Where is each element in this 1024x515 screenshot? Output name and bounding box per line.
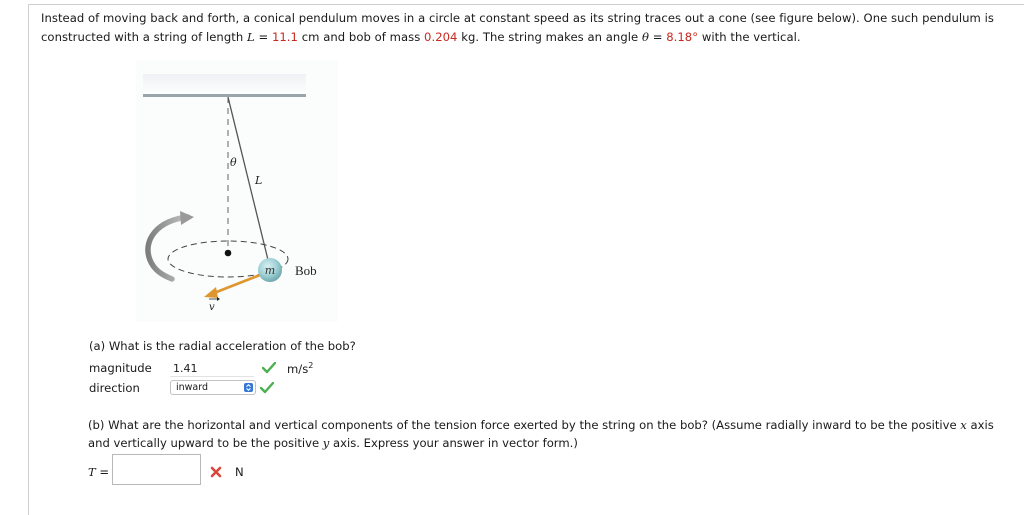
mass-label: m <box>264 264 276 277</box>
tension-answer-field[interactable] <box>112 454 201 485</box>
select-chevron-icon <box>244 383 253 392</box>
length-symbol: L <box>246 30 255 44</box>
part-b-question: (b) What are the horizontal and vertical components of the tension force exerted by the string on the bob? (Assume radially inward to be the positive x axis and vertically upward to be the positive y axis. Express your answer in vector form.) <box>88 418 994 450</box>
problem-statement: Instead of moving back and forth, a conical pendulum moves in a circle at constant speed as its string traces out a cone (see figure below). One such pendulum is constructed with a string of length L = 11.1 cm and bob of mass 0.204 kg. The string makes an angle θ = 8.18° with the vertical. <box>41 11 994 44</box>
direction-label: direction <box>89 381 140 395</box>
tension-label: T = <box>88 465 110 479</box>
ceiling-edge <box>143 94 306 97</box>
incorrect-x-icon <box>210 466 222 478</box>
conical-pendulum-figure <box>136 60 338 322</box>
ceiling <box>143 74 306 96</box>
bob-label: Bob <box>295 263 317 278</box>
angle-value: 8.18° <box>666 30 699 44</box>
velocity-label: v <box>209 302 215 313</box>
magnitude-unit: $m/s^2$ <box>287 361 314 376</box>
correct-check-icon <box>262 362 276 374</box>
tension-unit: N <box>235 465 244 479</box>
part-a-question: (a) What is the radial acceleration of the bob? <box>89 339 356 353</box>
theta-symbol: θ <box>641 30 649 44</box>
length-value: 11.1 <box>271 30 298 44</box>
theta-label: θ <box>230 156 237 169</box>
direction-select-value: inward <box>176 382 209 393</box>
magnitude-answer-field[interactable]: 1.41 <box>170 360 254 377</box>
correct-check-icon <box>260 382 274 394</box>
y-symbol: y <box>322 436 330 450</box>
magnitude-label: magnitude <box>89 361 152 375</box>
x-symbol: x <box>960 418 967 432</box>
length-label: L <box>255 174 263 187</box>
mass-value: 0.204 <box>424 30 458 44</box>
direction-select[interactable] <box>170 380 256 395</box>
circle-center-dot <box>225 250 232 257</box>
